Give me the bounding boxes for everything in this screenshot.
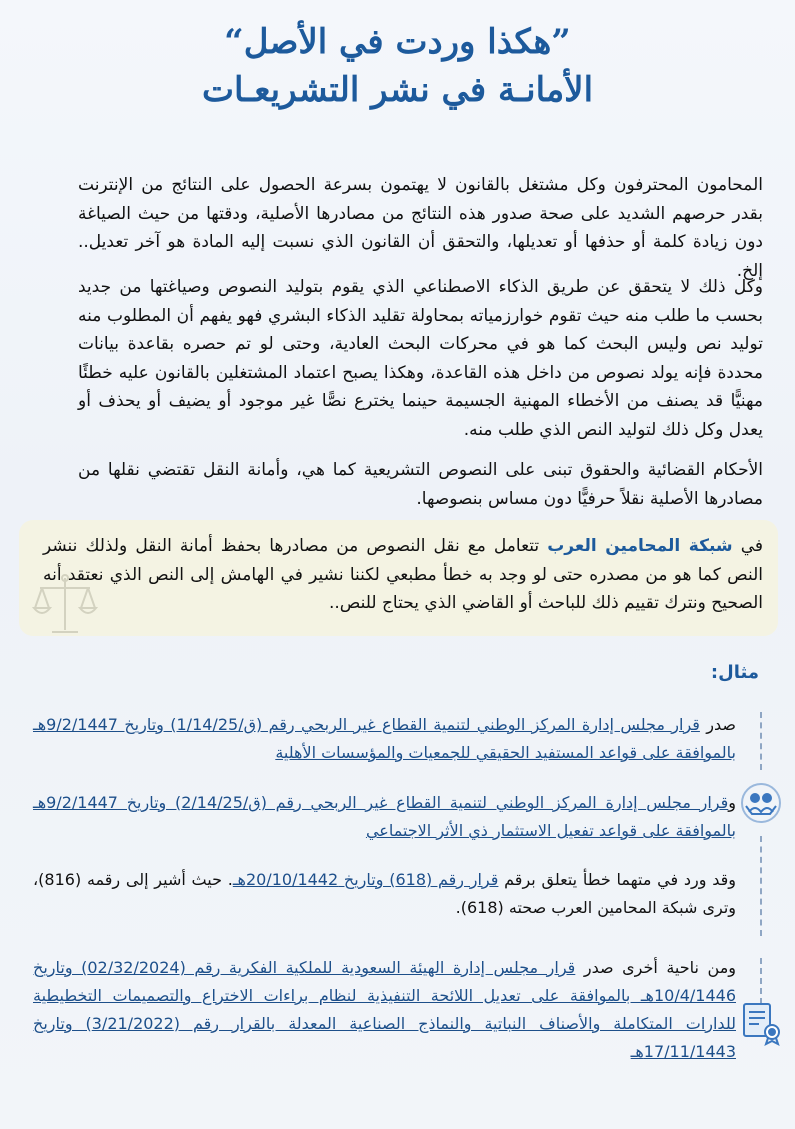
decision-link[interactable]: قرار رقم (618) وتاريخ 20/10/1442هـ (232, 870, 499, 889)
bracket-divider (748, 712, 762, 770)
note-text (43, 532, 763, 618)
example-lead: وقد ورد في متهما خطأ يتعلق برقم (504, 870, 736, 889)
example-lead: و (728, 793, 736, 812)
example-label: مثال: (710, 662, 759, 683)
decision-link[interactable]: قرار مجلس إدارة المركز الوطني لتنمية القطاع غير الربحي رقم (ق/1/14/25) وتاريخ 9/2/1447هـ بالموافقة على قواعد المستفيد الحقيقي للجمعيات والمؤسسات الأهلية (33, 715, 736, 762)
note-body: تتعامل مع نقل النصوص من مصادرها بحفظ أمانة النقل ولذلك ننشر النص كما هو من مصدره حتى لو وجد به خطأ مطبعي لكننا نشير في الهامش إلى النص الذي نعتقد أنه الصحيح ونترك تقييم ذلك للباحث أو القاضي الذي يحتاج للنص.. (43, 536, 763, 613)
page-title: “هكذا وردت في الأصل” (224, 22, 571, 62)
certificate-icon (740, 1000, 784, 1046)
brand-name: شبكة المحامين العرب (547, 536, 733, 556)
decision-link[interactable]: قرار مجلس إدارة الهيئة السعودية للملكية الفكرية رقم (02/32/2024) وتاريخ 10/4/1446هـ بالموافقة على تعديل اللائحة التنفيذية لنظام براءات الاختراع والتصميمات التخطيطية للدارات المتكاملة والأصناف النباتية والنماذج الصناعية المعدلة بالقرار رقم (3/21/2022) وتاريخ 17/11/1443هـ (33, 958, 736, 1061)
example-lead: صدر (706, 715, 736, 734)
paragraph-ai: وكل ذلك لا يتحقق عن طريق الذكاء الاصطناعي الذي يقوم بتوليد النصوص وصياغتها من جديد بحسب ما طلب منه حيث تقوم خوارزمياته بمحاولة تقليد الذكاء البشري فهو يفهم أن المطلوب منه توليد نص وليس البحث كما هو في محركات البحث العادية، وحتى لو تم حصره بقاعدة بيانات محددة فإنه يولد نصوص من داخل هذه القاعدة، وهكذا يصبح اعتماد المشتغلين بالقانون عليه خطئًا مهنيًّا قد يصنف من الأخطاء المهنية الجسيمة حينما يخترع نصًّا غير موجود أو يضيف أو يحذف أو يعدل وكل ذلك لتوليد النص الذي طلب منه. (78, 277, 763, 440)
example-lead: ومن ناحية أخرى صدر (583, 958, 736, 977)
example-item (33, 789, 736, 845)
note-prefix: في (740, 536, 763, 556)
example-item (33, 954, 736, 1066)
example-item (33, 711, 736, 767)
decision-link[interactable]: قرار مجلس إدارة المركز الوطني لتنمية القطاع غير الربحي رقم (ق/2/14/25) وتاريخ 9/2/1447هـ بالموافقة على قواعد تفعيل الاستثمار ذي الأثر الاجتماعي (33, 793, 736, 840)
bracket-divider (748, 836, 762, 936)
bracket-divider (748, 958, 762, 1004)
paragraph-intro: المحامون المحترفون وكل مشتغل بالقانون لا يهتمون بسرعة الحصول على النتائج من الإنترنت بقدر حرصهم الشديد على صحة صدور هذه النتائج من مصادرها الأصلية، ودقتها من حيث الصياغة دون زيادة كلمة أو حذفها أو تعديلها، والتحقق أن القانون الذي نسبت إليه المادة هو آخر تعديل.. إلخ. (78, 175, 763, 281)
paragraph-fidelity: الأحكام القضائية والحقوق تبنى على النصوص التشريعية كما هي، وأمانة النقل تقتضي نقلها من مصادرها الأصلية نقلاً حرفيًّا دون مساس بنصوصها. (78, 460, 763, 509)
example-tail: . حيث أشير إلى رقمه (816)، وترى شبكة المحامين العرب صحته (618). (33, 870, 736, 917)
people-hands-icon (740, 782, 782, 824)
example-item (33, 866, 736, 922)
page-subtitle: الأمانـة في نشر التشريعـات (201, 70, 594, 110)
